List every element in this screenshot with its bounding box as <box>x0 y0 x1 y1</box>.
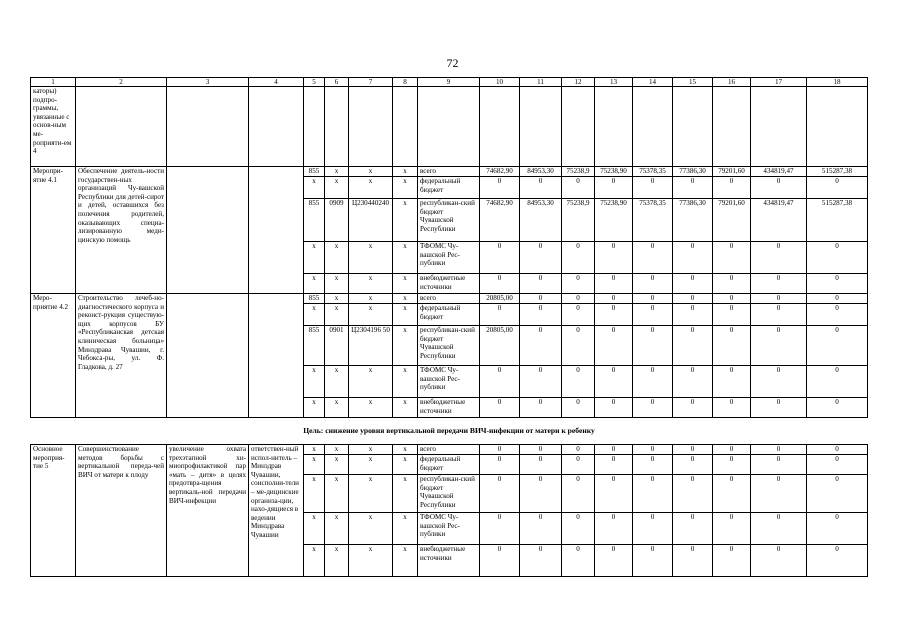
grbs-code: х <box>304 274 325 294</box>
amount-cell: 0 <box>520 475 562 513</box>
expense-type-code: х <box>393 398 418 418</box>
amount-cell: 0 <box>673 177 713 199</box>
amount-cell: 0 <box>562 475 595 513</box>
section-code: х <box>325 294 349 304</box>
amount-cell: 0 <box>751 545 807 577</box>
amount-cell: 0 <box>673 242 713 274</box>
amount-cell: 0 <box>520 445 562 455</box>
empty-cell <box>480 87 520 167</box>
empty-cell <box>76 87 167 167</box>
amount-cell: 0 <box>713 455 751 475</box>
amount-cell: 77386,30 <box>673 199 713 242</box>
amount-cell: 75238,90 <box>595 167 633 177</box>
amount-cell: 0 <box>673 455 713 475</box>
section-code: х <box>325 545 349 577</box>
amount-cell: 0 <box>562 545 595 577</box>
amount-cell: 0 <box>633 274 673 294</box>
empty-cell <box>325 87 349 167</box>
measure-description: Совершенствование методов борьбы с вертикальной переда-чей ВИЧ от матери к плоду <box>76 445 167 577</box>
target-article-code: х <box>349 545 393 577</box>
amount-cell: 0 <box>480 366 520 398</box>
goal-heading: Цель: снижение уровня вертикальной передачи ВИЧ-инфекции от матери к ребенку <box>31 418 868 445</box>
amount-cell: 0 <box>595 475 633 513</box>
amount-cell: 0 <box>520 242 562 274</box>
column-number-3: 3 <box>167 78 249 87</box>
target-article-code: х <box>349 242 393 274</box>
amount-cell: 0 <box>807 326 868 366</box>
amount-cell: 0 <box>595 366 633 398</box>
column-number-17: 17 <box>751 78 807 87</box>
empty-cell <box>595 87 633 167</box>
amount-cell: 0 <box>713 445 751 455</box>
section-code: 0909 <box>325 199 349 242</box>
amount-cell: 0 <box>595 398 633 418</box>
empty-cell <box>167 87 249 167</box>
section-code: х <box>325 304 349 326</box>
amount-cell: 84953,30 <box>520 167 562 177</box>
amount-cell: 0 <box>633 475 673 513</box>
grbs-code: х <box>304 545 325 577</box>
section-code: 0901 <box>325 326 349 366</box>
column-number-9: 9 <box>418 78 480 87</box>
amount-cell: 0 <box>807 475 868 513</box>
section-code: х <box>325 167 349 177</box>
amount-cell: 0 <box>595 445 633 455</box>
amount-cell: 0 <box>713 304 751 326</box>
target-article-code: х <box>349 274 393 294</box>
amount-cell: 0 <box>480 513 520 545</box>
amount-cell: 0 <box>751 294 807 304</box>
empty-cell <box>520 87 562 167</box>
amount-cell: 0 <box>633 455 673 475</box>
amount-cell: 0 <box>562 445 595 455</box>
amount-cell: 0 <box>520 455 562 475</box>
amount-cell: 0 <box>633 242 673 274</box>
target-article-code: х <box>349 366 393 398</box>
amount-cell: 0 <box>595 294 633 304</box>
amount-cell: 75238,9 <box>562 167 595 177</box>
amount-cell: 79201,60 <box>713 199 751 242</box>
funding-source: ТФОМС Чу-вашской Рес-публики <box>418 513 480 545</box>
target-article-code: Ц230440240 <box>349 199 393 242</box>
amount-cell: 0 <box>562 294 595 304</box>
amount-cell: 0 <box>480 242 520 274</box>
section-code: х <box>325 366 349 398</box>
amount-cell: 74682,90 <box>480 167 520 177</box>
column-number-16: 16 <box>713 78 751 87</box>
amount-cell: 434819,47 <box>751 167 807 177</box>
amount-cell: 0 <box>633 513 673 545</box>
section-code: х <box>325 445 349 455</box>
amount-cell: 0 <box>807 177 868 199</box>
table-row <box>31 167 868 177</box>
section-code: х <box>325 455 349 475</box>
amount-cell: 75378,35 <box>633 199 673 242</box>
expense-type-code: х <box>393 304 418 326</box>
column-number-4: 4 <box>249 78 304 87</box>
amount-cell: 0 <box>595 177 633 199</box>
target-article-code: х <box>349 445 393 455</box>
target-article-code: х <box>349 455 393 475</box>
grbs-code: 855 <box>304 167 325 177</box>
expense-type-code: х <box>393 177 418 199</box>
column-number-10: 10 <box>480 78 520 87</box>
amount-cell: 0 <box>807 513 868 545</box>
amount-cell: 0 <box>713 274 751 294</box>
target-article-code: х <box>349 167 393 177</box>
column-number-1: 1 <box>31 78 76 87</box>
amount-cell: 0 <box>562 513 595 545</box>
amount-cell: 0 <box>520 274 562 294</box>
column-number-2: 2 <box>76 78 167 87</box>
amount-cell: 0 <box>713 294 751 304</box>
amount-cell: 75378,35 <box>633 167 673 177</box>
section-code: х <box>325 242 349 274</box>
empty-cell <box>349 87 393 167</box>
indicator-cell <box>167 294 249 418</box>
amount-cell: 74682,90 <box>480 199 520 242</box>
amount-cell: 0 <box>562 304 595 326</box>
amount-cell: 0 <box>713 398 751 418</box>
target-article-code: х <box>349 398 393 418</box>
funding-source: федеральный бюджет <box>418 304 480 326</box>
amount-cell: 515287,38 <box>807 199 868 242</box>
amount-cell: 0 <box>595 455 633 475</box>
amount-cell: 77386,30 <box>673 167 713 177</box>
amount-cell: 0 <box>751 513 807 545</box>
section-code: х <box>325 513 349 545</box>
amount-cell: 0 <box>673 366 713 398</box>
target-article-code: х <box>349 475 393 513</box>
table-row <box>31 294 868 304</box>
amount-cell: 0 <box>480 274 520 294</box>
column-number-13: 13 <box>595 78 633 87</box>
amount-cell: 0 <box>562 242 595 274</box>
measure-label: Меро-приятие 4.2 <box>31 294 76 418</box>
amount-cell: 20805,00 <box>480 326 520 366</box>
funding-source: ТФОМС Чу-вашской Рес-публики <box>418 242 480 274</box>
funding-source: всего <box>418 167 480 177</box>
amount-cell: 0 <box>595 274 633 294</box>
expense-type-code: х <box>393 294 418 304</box>
amount-cell: 0 <box>633 398 673 418</box>
amount-cell: 0 <box>562 366 595 398</box>
funding-source: республикан-ский бюджет Чувашской Республики <box>418 326 480 366</box>
funding-source: внебюджетные источники <box>418 398 480 418</box>
column-number-14: 14 <box>633 78 673 87</box>
column-number-5: 5 <box>304 78 325 87</box>
target-article-code: х <box>349 513 393 545</box>
grbs-code: х <box>304 242 325 274</box>
section-code: х <box>325 475 349 513</box>
grbs-code: 855 <box>304 199 325 242</box>
grbs-code: х <box>304 366 325 398</box>
amount-cell: 0 <box>520 513 562 545</box>
amount-cell: 0 <box>520 545 562 577</box>
amount-cell: 75238,9 <box>562 199 595 242</box>
funding-source: федеральный бюджет <box>418 177 480 199</box>
empty-cell <box>807 87 868 167</box>
amount-cell: 0 <box>807 545 868 577</box>
empty-cell <box>393 87 418 167</box>
amount-cell: 0 <box>673 513 713 545</box>
empty-cell <box>673 87 713 167</box>
target-article-code: х <box>349 304 393 326</box>
table-body <box>31 78 868 577</box>
expense-type-code: х <box>393 545 418 577</box>
amount-cell: 0 <box>673 274 713 294</box>
grbs-code: х <box>304 304 325 326</box>
amount-cell: 0 <box>751 326 807 366</box>
amount-cell: 0 <box>807 398 868 418</box>
amount-cell: 0 <box>673 304 713 326</box>
column-number-11: 11 <box>520 78 562 87</box>
column-number-12: 12 <box>562 78 595 87</box>
amount-cell: 0 <box>713 242 751 274</box>
amount-cell: 0 <box>520 326 562 366</box>
amount-cell: 0 <box>480 398 520 418</box>
amount-cell: 0 <box>807 274 868 294</box>
target-article-code: х <box>349 294 393 304</box>
expense-type-code: х <box>393 167 418 177</box>
page-number: 72 <box>446 56 459 70</box>
funding-source: внебюджетные источники <box>418 545 480 577</box>
executor-cell <box>249 167 304 294</box>
amount-cell: 79201,60 <box>713 167 751 177</box>
grbs-code: х <box>304 398 325 418</box>
amount-cell: 0 <box>673 475 713 513</box>
amount-cell: 0 <box>751 475 807 513</box>
amount-cell: 0 <box>673 294 713 304</box>
expense-type-code: х <box>393 326 418 366</box>
amount-cell: 0 <box>520 177 562 199</box>
empty-cell <box>633 87 673 167</box>
grbs-code: х <box>304 475 325 513</box>
funding-source: внебюджетные источники <box>418 274 480 294</box>
amount-cell: 0 <box>520 294 562 304</box>
amount-cell: 0 <box>713 177 751 199</box>
funding-source: ТФОМС Чу-вашской Рес-публики <box>418 366 480 398</box>
measure-description: Обеспечение деятель-ности государствен-ных организаций Чу-вашской Республики для детей-сирот и детей, оставшихся без попечения родителей, оказывающих специа-лизированную меди-цинскую помощь <box>76 167 167 294</box>
amount-cell: 0 <box>673 445 713 455</box>
empty-cell <box>562 87 595 167</box>
funding-source: всего <box>418 294 480 304</box>
amount-cell: 0 <box>562 455 595 475</box>
funding-source: республикан-ский бюджет Чувашской Республики <box>418 475 480 513</box>
table-row <box>31 445 868 455</box>
amount-cell: 0 <box>562 398 595 418</box>
empty-cell <box>304 87 325 167</box>
grbs-code: х <box>304 177 325 199</box>
amount-cell: 0 <box>713 366 751 398</box>
amount-cell: 0 <box>480 455 520 475</box>
amount-cell: 0 <box>520 304 562 326</box>
target-article-code: х <box>349 177 393 199</box>
expense-type-code: х <box>393 274 418 294</box>
amount-cell: 0 <box>480 177 520 199</box>
expense-type-code: х <box>393 445 418 455</box>
amount-cell: 0 <box>807 242 868 274</box>
continued-name-cell: каторы) подпро-граммы, увязанные с основ-ным ме-роприяти-ем 4 <box>31 87 76 167</box>
expense-type-code: х <box>393 475 418 513</box>
column-number-15: 15 <box>673 78 713 87</box>
amount-cell: 0 <box>807 455 868 475</box>
amount-cell: 0 <box>713 475 751 513</box>
amount-cell: 0 <box>480 304 520 326</box>
expense-type-code: х <box>393 513 418 545</box>
amount-cell: 0 <box>633 326 673 366</box>
amount-cell: 0 <box>633 366 673 398</box>
expense-type-code: х <box>393 455 418 475</box>
amount-cell: 0 <box>673 398 713 418</box>
executor-cell <box>249 294 304 418</box>
measure-description: Строительство лечеб-но-диагностического корпуса и реконст-рукция существую-щих корпусов БУ «Республиканская детская клиническая больница» Минздрава Чувашии, г. Чебокса-ры, ул. Ф. Гладкова, д. 27 <box>76 294 167 418</box>
funding-source: всего <box>418 445 480 455</box>
amount-cell: 0 <box>480 475 520 513</box>
amount-cell: 0 <box>595 326 633 366</box>
column-number-7: 7 <box>349 78 393 87</box>
continuation-row <box>31 87 868 167</box>
amount-cell: 0 <box>713 513 751 545</box>
amount-cell: 75238,90 <box>595 199 633 242</box>
amount-cell: 0 <box>520 366 562 398</box>
amount-cell: 0 <box>673 545 713 577</box>
amount-cell: 0 <box>751 177 807 199</box>
expense-type-code: х <box>393 199 418 242</box>
empty-cell <box>249 87 304 167</box>
amount-cell: 0 <box>633 445 673 455</box>
amount-cell: 0 <box>595 545 633 577</box>
amount-cell: 0 <box>807 366 868 398</box>
amount-cell: 0 <box>480 445 520 455</box>
empty-cell <box>751 87 807 167</box>
amount-cell: 0 <box>633 177 673 199</box>
amount-cell: 0 <box>713 545 751 577</box>
amount-cell: 0 <box>751 445 807 455</box>
amount-cell: 0 <box>562 326 595 366</box>
target-article-code: Ц2304196 50 <box>349 326 393 366</box>
amount-cell: 0 <box>633 304 673 326</box>
empty-cell <box>713 87 751 167</box>
amount-cell: 0 <box>633 294 673 304</box>
amount-cell: 0 <box>595 242 633 274</box>
grbs-code: 855 <box>304 326 325 366</box>
amount-cell: 0 <box>807 294 868 304</box>
column-number-6: 6 <box>325 78 349 87</box>
amount-cell: 0 <box>807 304 868 326</box>
funding-source: республикан-ский бюджет Чувашской Республики <box>418 199 480 242</box>
amount-cell: 515287,38 <box>807 167 868 177</box>
column-number-8: 8 <box>393 78 418 87</box>
amount-cell: 0 <box>751 304 807 326</box>
measure-label: Основное мероприя-тие 5 <box>31 445 76 577</box>
indicator-cell: увеличение охвата трехэтапной хи-миопрофилактикой пар «мать – дитя» в целях предотвра-щения вертикаль-ной передачи ВИЧ-инфекции <box>167 445 249 577</box>
amount-cell: 0 <box>480 545 520 577</box>
column-number-18: 18 <box>807 78 868 87</box>
goal-row <box>31 418 868 445</box>
amount-cell: 0 <box>807 445 868 455</box>
amount-cell: 0 <box>562 274 595 294</box>
executor-cell: ответствен-ный испол-нитель – Минздрав Чувашии, соисполни-тели – ме-дицинские организа-ции, нахо-дящиеся в ведении Минздрава Чувашии <box>249 445 304 577</box>
amount-cell: 0 <box>595 513 633 545</box>
amount-cell: 434819,47 <box>751 199 807 242</box>
expense-type-code: х <box>393 242 418 274</box>
amount-cell: 0 <box>520 398 562 418</box>
section-code: х <box>325 398 349 418</box>
amount-cell: 0 <box>713 326 751 366</box>
grbs-code: 855 <box>304 294 325 304</box>
empty-cell <box>418 87 480 167</box>
amount-cell: 0 <box>673 326 713 366</box>
column-number-row <box>31 78 868 87</box>
measure-label: Меропри-ятие 4.1 <box>31 167 76 294</box>
section-code: х <box>325 177 349 199</box>
budget-table <box>30 77 868 577</box>
indicator-cell <box>167 167 249 294</box>
grbs-code: х <box>304 455 325 475</box>
amount-cell: 0 <box>751 242 807 274</box>
amount-cell: 0 <box>633 545 673 577</box>
section-code: х <box>325 274 349 294</box>
amount-cell: 84953,30 <box>520 199 562 242</box>
amount-cell: 0 <box>595 304 633 326</box>
amount-cell: 0 <box>751 398 807 418</box>
amount-cell: 0 <box>751 274 807 294</box>
expense-type-code: х <box>393 366 418 398</box>
funding-source: федеральный бюджет <box>418 455 480 475</box>
amount-cell: 20805,00 <box>480 294 520 304</box>
grbs-code: х <box>304 445 325 455</box>
grbs-code: х <box>304 513 325 545</box>
amount-cell: 0 <box>751 455 807 475</box>
amount-cell: 0 <box>751 366 807 398</box>
amount-cell: 0 <box>562 177 595 199</box>
